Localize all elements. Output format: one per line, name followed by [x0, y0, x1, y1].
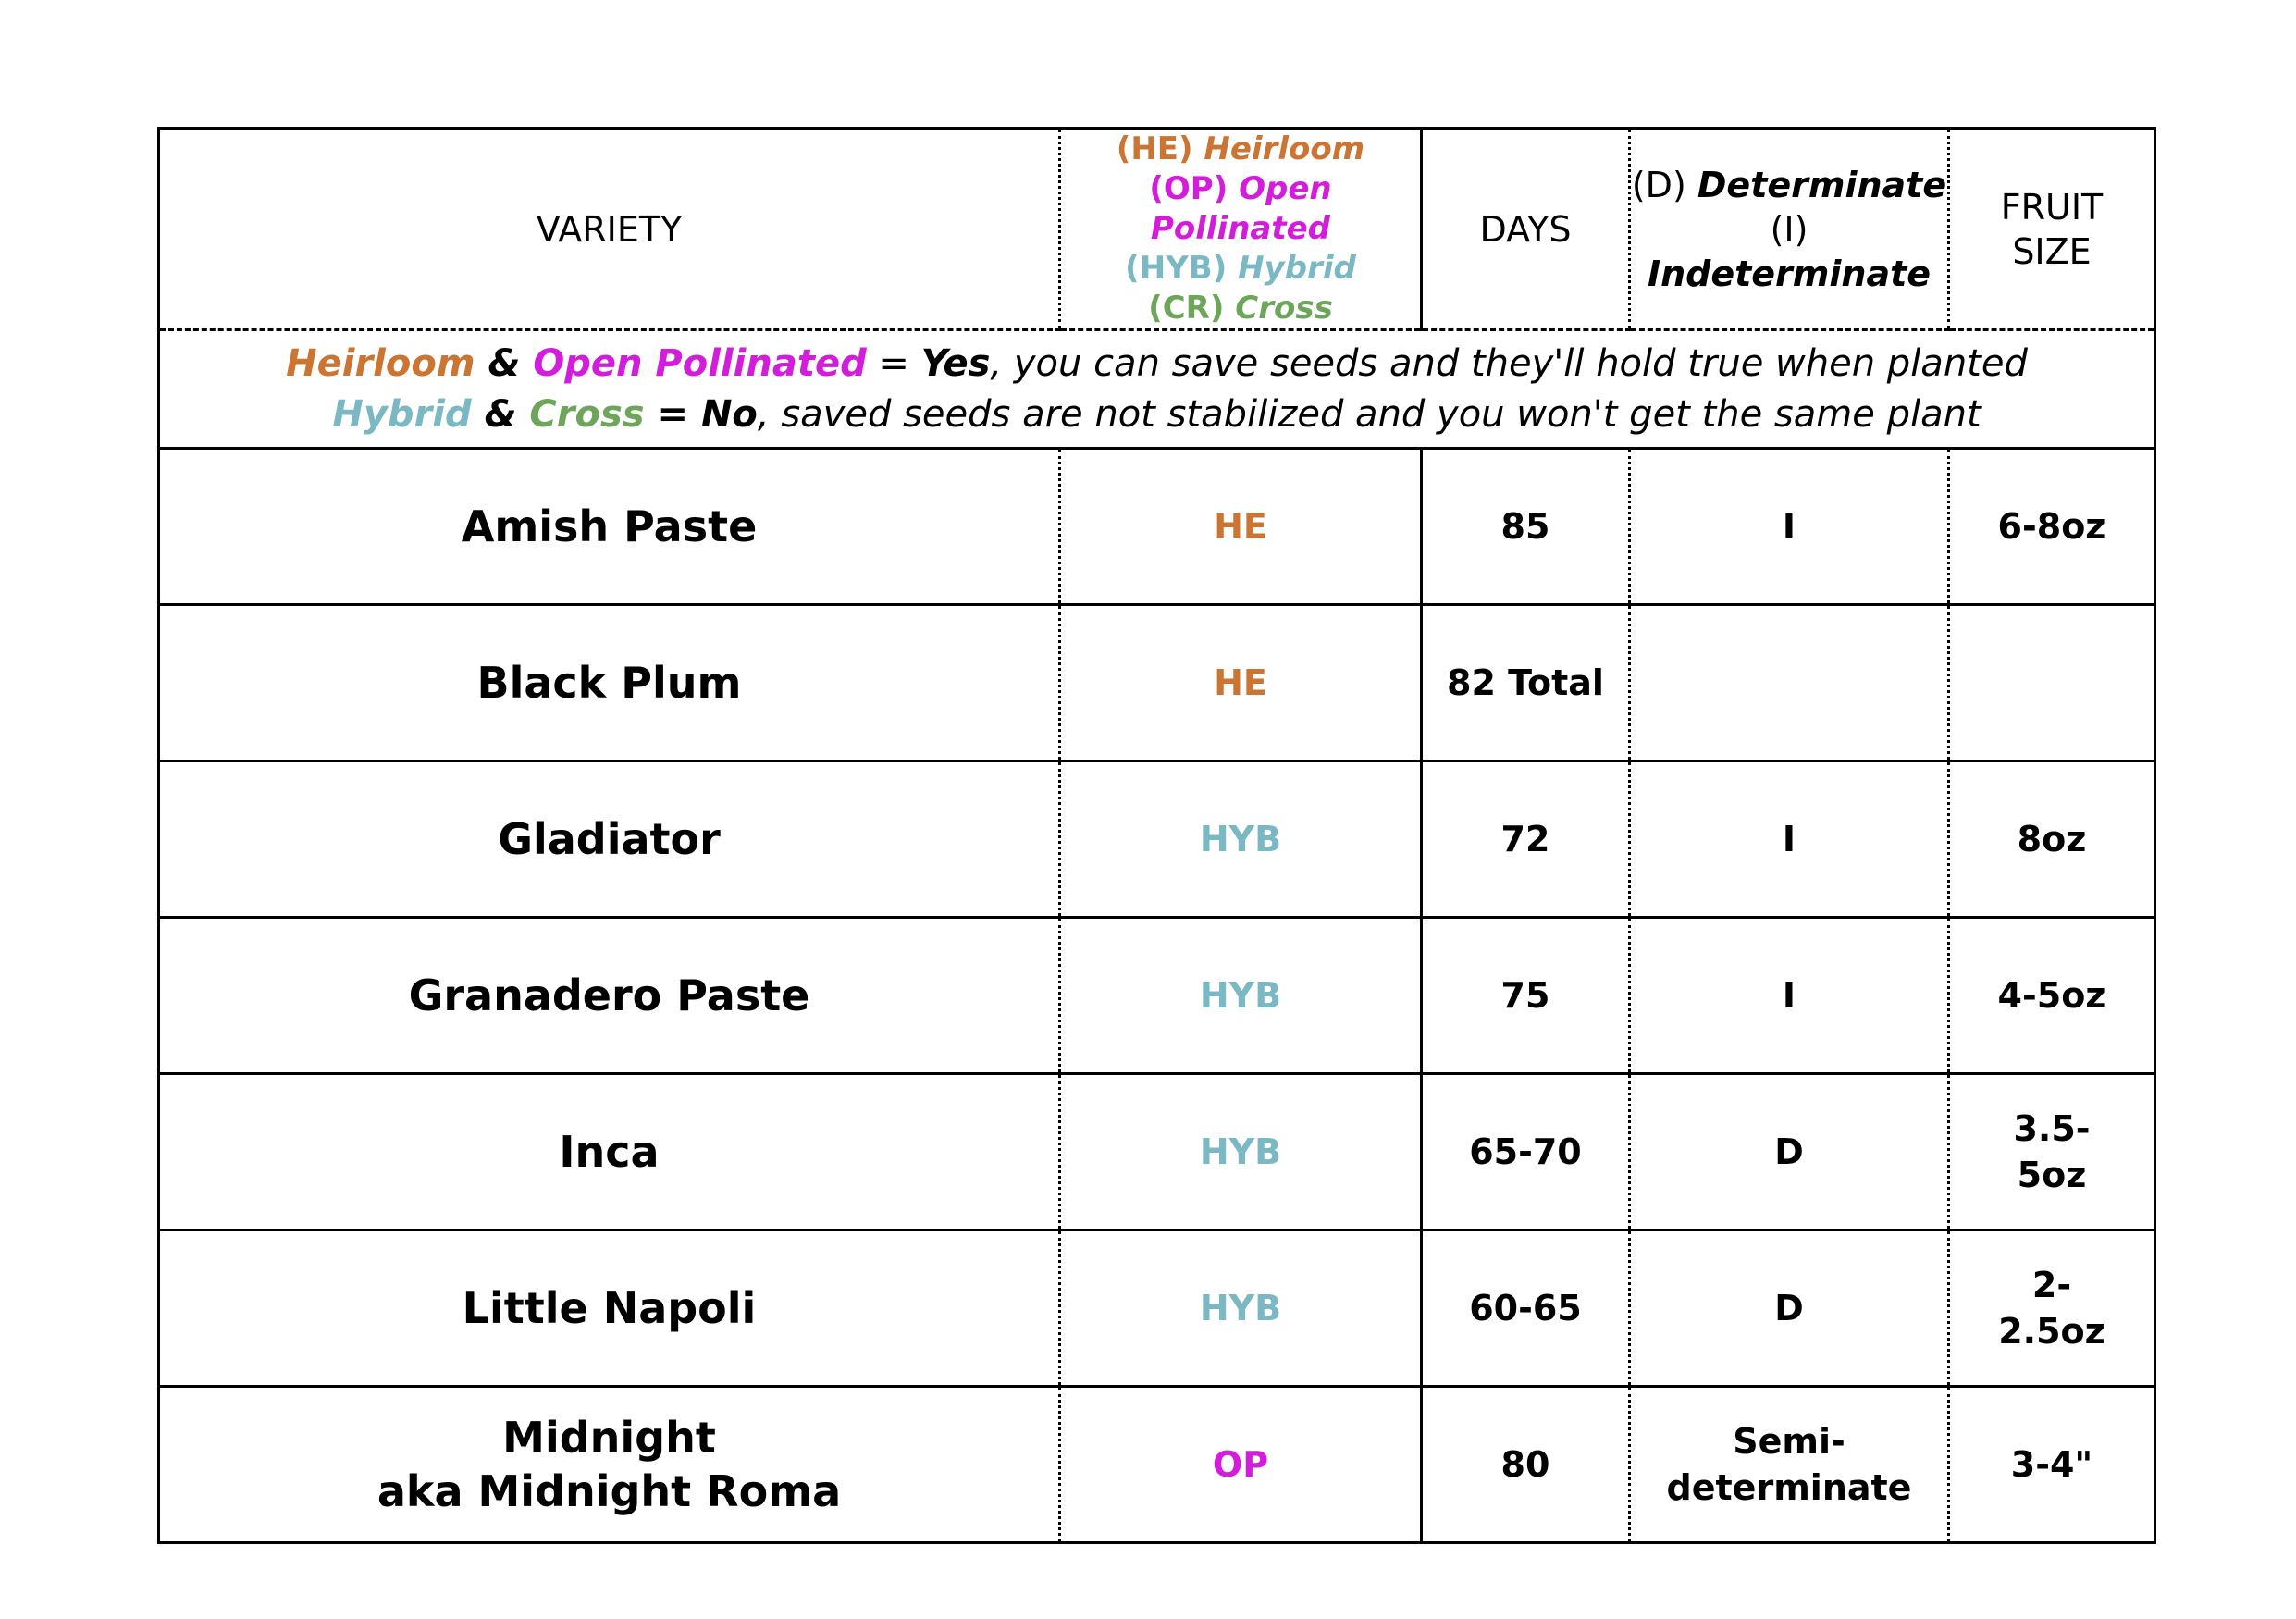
size-cell	[1949, 1074, 2155, 1230]
legend-determinate-name: Determinate	[1697, 164, 1947, 205]
days-value: 60-65	[1469, 1288, 1582, 1329]
note-ampersand: &	[475, 341, 534, 385]
habit-value: D	[1774, 1288, 1804, 1329]
type-cell	[1060, 449, 1422, 605]
days-value: 65-70	[1469, 1131, 1582, 1172]
legend-op-code: (OP)	[1149, 170, 1228, 207]
header-variety-label: VARIETY	[536, 208, 683, 250]
type-cell	[1060, 1230, 1422, 1387]
seed-type: OP	[1212, 1444, 1269, 1485]
legend-heirloom	[1061, 130, 1420, 169]
header-fruit-size	[1949, 129, 2155, 330]
variety-name: Inca	[559, 1127, 660, 1177]
size-cell	[1949, 605, 2155, 761]
legend-cross	[1061, 289, 1420, 328]
tomato-variety-table	[157, 127, 2156, 1544]
note-ampersand: &	[471, 392, 530, 436]
variety-cell	[159, 449, 1060, 605]
legend-heirloom-name: Heirloom	[1204, 130, 1365, 167]
fruit-size-value: 8oz	[2017, 819, 2087, 859]
size-cell	[1949, 761, 2155, 918]
habit-value: I	[1782, 506, 1796, 547]
note-cross: Cross	[529, 392, 645, 436]
days-value: 75	[1500, 975, 1550, 1016]
habit-cell	[1630, 1230, 1949, 1387]
seed-type: HYB	[1199, 1288, 1282, 1329]
legend-hybrid-code: (HYB)	[1125, 250, 1228, 287]
variety-cell	[159, 1230, 1060, 1387]
legend-determinate	[1631, 163, 1947, 207]
header-row	[159, 129, 2155, 330]
fruit-size-value: 6-8oz	[1997, 506, 2106, 547]
legend-cross-name: Cross	[1235, 290, 1333, 327]
legend-indeterminate	[1631, 207, 1947, 296]
type-cell	[1060, 605, 1422, 761]
habit-cell	[1630, 605, 1949, 761]
habit-value: I	[1782, 819, 1796, 859]
table-row	[159, 918, 2155, 1074]
legend-hybrid-name: Hybrid	[1238, 250, 1356, 287]
legend-op-name: Open Pollinated	[1150, 170, 1332, 247]
fruit-size-value-line2: 2.5oz	[1998, 1311, 2105, 1352]
note-line-no	[160, 389, 2154, 440]
fruit-size-value: 4-5oz	[1997, 975, 2106, 1016]
note-equals: =	[644, 392, 701, 436]
days-value: 85	[1500, 506, 1550, 547]
table-row	[159, 1387, 2155, 1543]
habit-cell	[1630, 918, 1949, 1074]
header-fruit-size-line2: SIZE	[2012, 230, 2092, 272]
fruit-size-value: 2-	[2031, 1265, 2072, 1305]
seed-type: HE	[1214, 506, 1267, 547]
type-cell	[1060, 918, 1422, 1074]
variety-cell	[159, 1387, 1060, 1543]
variety-cell	[159, 761, 1060, 918]
table-row	[159, 761, 2155, 918]
variety-name: Gladiator	[498, 814, 721, 864]
fruit-size-value: 3-4"	[2010, 1444, 2093, 1485]
habit-cell	[1630, 1074, 1949, 1230]
note-open-pollinated: Open Pollinated	[533, 341, 867, 385]
table-row	[159, 605, 2155, 761]
habit-value: D	[1774, 1131, 1804, 1172]
days-cell	[1422, 918, 1630, 1074]
habit-cell	[1630, 1387, 1949, 1543]
size-cell	[1949, 1230, 2155, 1387]
header-fruit-size-line1: FRUIT	[2000, 186, 2104, 228]
header-growth-habit	[1630, 129, 1949, 330]
size-cell	[1949, 918, 2155, 1074]
days-cell	[1422, 761, 1630, 918]
header-variety	[159, 129, 1060, 330]
days-cell	[1422, 449, 1630, 605]
seed-type: HE	[1214, 662, 1267, 703]
header-days	[1422, 129, 1630, 330]
habit-value-line2: determinate	[1666, 1467, 1912, 1508]
variety-cell	[159, 1074, 1060, 1230]
legend-heirloom-code: (HE)	[1116, 130, 1193, 167]
note-line-yes	[160, 339, 2154, 389]
variety-name: Little Napoli	[462, 1283, 757, 1333]
variety-name: Black Plum	[476, 658, 742, 708]
days-cell	[1422, 1230, 1630, 1387]
fruit-size-value-line2: 5oz	[2017, 1155, 2087, 1195]
legend-cross-code: (CR)	[1148, 290, 1225, 327]
note-no: No	[700, 392, 758, 436]
days-cell	[1422, 1387, 1630, 1543]
note-equals: =	[866, 341, 921, 385]
legend-determinate-code: (D)	[1631, 164, 1686, 205]
fruit-size-value: 3.5-	[2013, 1108, 2091, 1149]
size-cell	[1949, 449, 2155, 605]
seed-saving-note-row	[159, 330, 2155, 449]
note-yes-text: , you can save seeds and they'll hold true when planted	[990, 341, 2028, 385]
legend-hybrid	[1061, 249, 1420, 289]
type-cell	[1060, 761, 1422, 918]
legend-open-pollinated	[1061, 169, 1420, 249]
variety-alias: aka Midnight Roma	[376, 1466, 842, 1516]
seed-saving-note	[159, 330, 2155, 449]
habit-value: I	[1782, 975, 1796, 1016]
days-value: 82 Total	[1447, 662, 1604, 703]
variety-cell	[159, 605, 1060, 761]
seed-type: HYB	[1199, 975, 1282, 1016]
note-no-text: , saved seeds are not stabilized and you won't get the same plant	[757, 392, 1981, 436]
legend-indeterminate-code: (I)	[1770, 208, 1808, 250]
habit-value: Semi-	[1733, 1421, 1845, 1462]
header-days-label: DAYS	[1479, 208, 1572, 250]
size-cell	[1949, 1387, 2155, 1543]
table-row	[159, 1074, 2155, 1230]
header-seed-type-legend	[1060, 129, 1422, 330]
days-cell	[1422, 605, 1630, 761]
days-value: 72	[1500, 819, 1550, 859]
legend-indeterminate-name: Indeterminate	[1647, 253, 1932, 294]
note-hybrid: Hybrid	[332, 392, 472, 436]
days-cell	[1422, 1074, 1630, 1230]
seed-type: HYB	[1199, 819, 1282, 859]
variety-cell	[159, 918, 1060, 1074]
type-cell	[1060, 1387, 1422, 1543]
type-cell	[1060, 1074, 1422, 1230]
note-yes: Yes	[920, 341, 991, 385]
variety-name: Amish Paste	[461, 501, 758, 551]
seed-type: HYB	[1199, 1131, 1282, 1172]
table-row	[159, 449, 2155, 605]
variety-name: Granadero Paste	[408, 970, 810, 1020]
note-heirloom: Heirloom	[286, 341, 475, 385]
habit-cell	[1630, 449, 1949, 605]
variety-name: Midnight	[502, 1413, 716, 1463]
days-value: 80	[1500, 1444, 1550, 1485]
table-row	[159, 1230, 2155, 1387]
habit-cell	[1630, 761, 1949, 918]
